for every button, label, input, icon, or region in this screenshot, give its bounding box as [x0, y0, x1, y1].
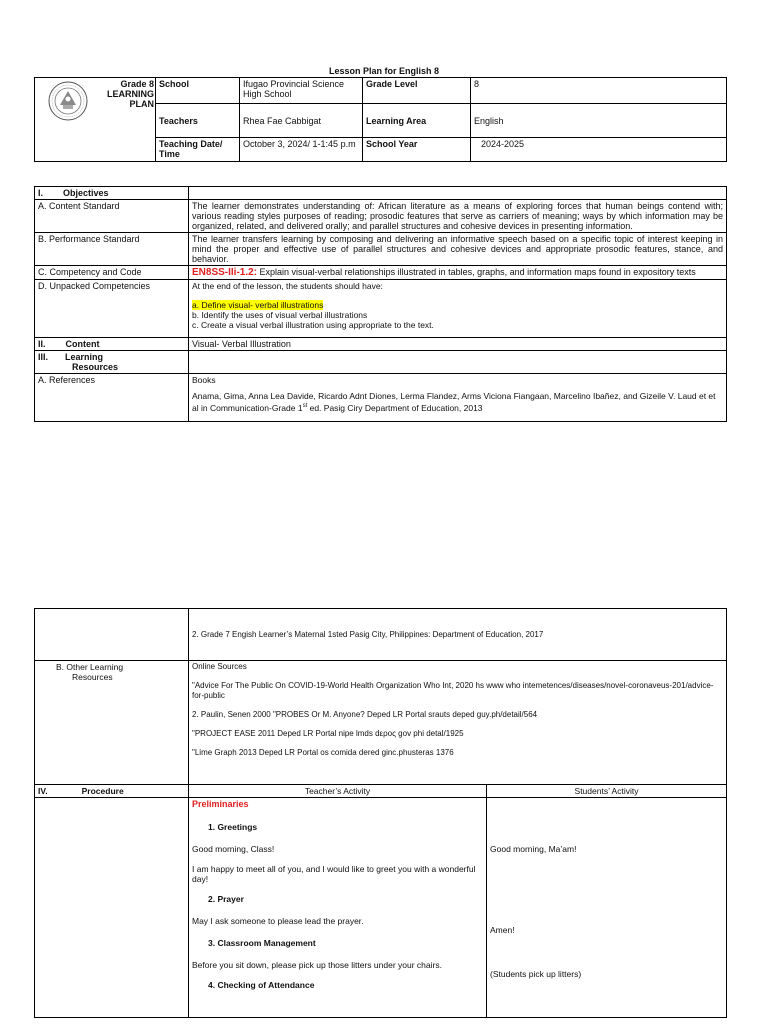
- content-standard-text: The learner demonstrates understanding of: African literature as a means of exploring forces that human beings contend with; various reading styles purposes of reading; prosodic features that serve as carriers of meaning; ways by which information may be organized, related, and delivered orally; and parallel structures and cohesive devices in presenting information.: [189, 200, 727, 233]
- objectives-heading-blank: [189, 187, 727, 200]
- performance-standard-label: B. Performance Standard: [35, 233, 189, 266]
- attendance-heading: 4. Checking of Attendance: [208, 980, 315, 990]
- reference-2: 2. Grade 7 Engish Learner’s Maternal 1sted Pasig City, Philippines: Department of Education, 2017: [189, 609, 727, 661]
- competency-code: EN8SS-IIi-1.2:: [192, 267, 258, 278]
- teacher-activity-header: Teacher’s Activity: [189, 785, 487, 798]
- document-title: Lesson Plan for English 8: [328, 66, 440, 76]
- procedure-heading: IV. Procedure: [35, 785, 189, 798]
- objectives-heading: I. Objectives: [35, 187, 189, 200]
- references-books: Books: [192, 375, 216, 385]
- other-resources-label: B. Other Learning Resources: [35, 661, 189, 785]
- grade-level-value: 8: [471, 78, 727, 104]
- learning-resources-heading: III. Learning Resources: [35, 351, 189, 374]
- student-activity: [487, 798, 727, 1018]
- objectives-table: [34, 186, 727, 422]
- teachers-label: Teachers: [156, 104, 240, 138]
- learning-resources-blank: [189, 351, 727, 374]
- date-value: October 3, 2024/ 1-1:45 p.m: [240, 138, 363, 162]
- reference-1: Anama, Gima, Anna Lea Davide, Ricardo Adnt Diones, Lerma Flandez, Arms Viciona Fiangaan, Marcelino Ibañez, and Gizeile V. Laud et et al in Communication-Grade 1st ed. Pasig Ciry Department of Education, 2013: [192, 391, 716, 413]
- unpacked-item-a: a. Define visual- verbal illustrations: [192, 300, 324, 310]
- school-label: School: [156, 78, 240, 104]
- performance-standard-text: The learner transfers learning by composing and delivering an informative speech based on a specific topic of interest keeping in mind the proper and effective use of parallel structures and cohesive devices and appropriate prosodic features, stance, and behavior.: [189, 233, 727, 266]
- greetings-heading: 1. Greetings: [208, 822, 258, 832]
- content-standard-label: A. Content Standard: [35, 200, 189, 233]
- online-source-4: "Lime Graph 2013 Deped LR Portal os comida dered ginc.phusteras 1376: [192, 748, 454, 757]
- student-prayer-response: Amen!: [490, 925, 515, 935]
- learning-area-value: English: [471, 104, 727, 138]
- unpacked-competencies: [189, 280, 727, 338]
- competency-text: EN8SS-IIi-1.2: Explain visual-verbal relationships illustrated in tables, graphs, and information maps found in expository texts: [189, 266, 727, 280]
- online-sources-cell: [189, 661, 727, 785]
- unpacked-item-c: c. Create a visual verbal illustration using appropriate to the text.: [192, 320, 434, 330]
- online-source-1: "Advice For The Public On COVID-19-World Health Organization Who Int, 2020 hs www who intemetences/diseases/novel-coronaveus-201/advice-for-public: [192, 681, 714, 700]
- unpacked-item-b: b. Identify the uses of visual verbal illustrations: [192, 310, 368, 320]
- school-year-value: 2024-2025: [471, 138, 727, 162]
- unpacked-competencies-label: D. Unpacked Competencies: [35, 280, 189, 338]
- preliminaries-heading: Preliminaries: [192, 799, 249, 809]
- references-label: A. References: [35, 374, 189, 422]
- prayer-line: May I ask someone to please lead the prayer.: [192, 916, 364, 926]
- school-value: Ifugao Provincial Science High School: [240, 78, 363, 104]
- student-cm-response: (Students pick up litters): [490, 969, 582, 979]
- learning-area-label: Learning Area: [363, 104, 471, 138]
- procedure-left-blank: [35, 798, 189, 1018]
- teachers-value: Rhea Fae Cabbigat: [240, 104, 363, 138]
- procedure-table: [34, 608, 727, 1018]
- teacher-activity: [189, 798, 487, 1018]
- online-source-3: "PROJECT EASE 2011 Deped LR Portal nipe lmds dερος gov phi detal/1925: [192, 729, 464, 738]
- grade-level-label: Grade Level: [363, 78, 471, 104]
- classroom-management-heading: 3. Classroom Management: [208, 938, 316, 948]
- unpacked-intro: At the end of the lesson, the students should have:: [192, 281, 383, 291]
- content-value: Visual- Verbal Illustration: [189, 338, 727, 351]
- prayer-heading: 2. Prayer: [208, 894, 244, 904]
- date-label: Teaching Date/ Time: [156, 138, 240, 162]
- online-source-2: 2. Paulin, Senen 2000 "PROBES Or M. Anyone? Deped LR Portal srauts deped guy.ph/detail/564: [192, 710, 538, 719]
- greet-line-2: I am happy to meet all of you, and I would like to greet you with a wonderful day!: [192, 864, 476, 884]
- classroom-management-line: Before you sit down, please pick up those litters under your chairs.: [192, 960, 442, 970]
- header-table: [34, 77, 727, 162]
- school-year-label: School Year: [363, 138, 471, 162]
- competency-label: C. Competency and Code: [35, 266, 189, 280]
- grade-label: Grade 8 LEARNING PLAN: [107, 79, 154, 109]
- online-sources-title: Online Sources: [192, 662, 247, 671]
- references-cell: [189, 374, 727, 422]
- reference-2-label-blank: [35, 609, 189, 661]
- greet-line-1: Good morning, Class!: [192, 844, 275, 854]
- content-heading: II. Content: [35, 338, 189, 351]
- grade-cell: [35, 78, 156, 162]
- student-greet-response: Good morning, Ma’am!: [490, 844, 577, 854]
- student-activity-header: Students’ Activity: [487, 785, 727, 798]
- deped-seal-icon: [48, 81, 88, 121]
